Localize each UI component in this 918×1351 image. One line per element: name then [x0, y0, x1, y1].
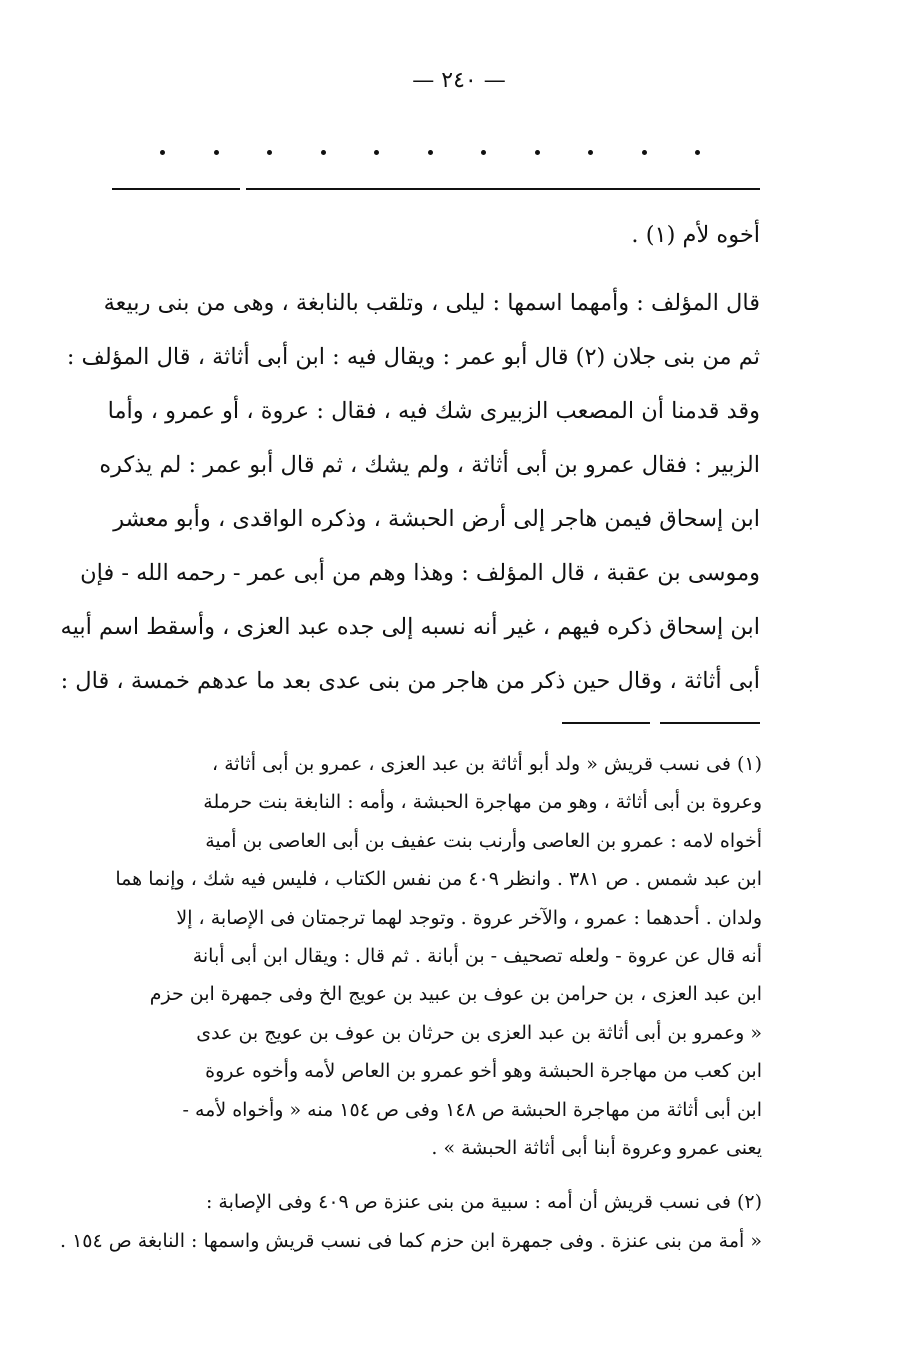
dot	[695, 150, 700, 155]
footnote-line: « أمة من بنى عنزة . وفى جمهرة ابن حزم كما فى نسب قريش واسمها : النابغة ص ١٥٤ .	[59, 1229, 762, 1252]
footnote-line: ابن عبد شمس . ص ٣٨١ . وانظر ٤٠٩ من نفس الكتاب ، فليس فيه شك ، وإنما هما	[115, 868, 762, 891]
dot	[160, 150, 165, 155]
body-line: قال المؤلف : وأمهما اسمها : ليلى ، وتلقب بالنابغة ، وهى من بنى ربيعة	[103, 290, 760, 316]
divider-rule	[246, 188, 760, 190]
footnote-line: ولدان . أحدهما : عمرو ، والآخر عروة . وتوجد لهما ترجمتان فى الإصابة ، إلا	[176, 906, 762, 929]
footnote-line: أنه قال عن عروة - ولعله تصحيف - بن أبانة . ثم قال : ويقال ابن أبى أبانة	[192, 944, 762, 967]
body-line: وموسى بن عقبة ، قال المؤلف : وهذا وهم من أبى عمر - رحمه الله - فإن	[80, 560, 760, 586]
footnote-line: ابن كعب من مهاجرة الحبشة وهو أخو عمرو بن العاص لأمه وأخوه عروة	[205, 1060, 762, 1083]
footnote-gap	[106, 1167, 762, 1183]
dot	[267, 150, 272, 155]
body-line: ثم من بنى جلان (٢) قال أبو عمر : ويقال فيه : ابن أبى أثاثة ، قال المؤلف :	[66, 344, 760, 370]
main-body-text	[60, 208, 760, 708]
footnote-line: (٢) فى نسب قريش أن أمه : سبية من بنى عنزة ص ٤٠٩ وفى الإصابة :	[205, 1191, 762, 1214]
dot	[481, 150, 486, 155]
footnote-line: ابن عبد العزى ، بن حرامن بن عوف بن عبيد بن عويج الخ وفى جمهرة ابن حزم	[149, 983, 762, 1006]
paragraph-gap	[108, 262, 760, 276]
body-line: ابن إسحاق فيمن هاجر إلى أرض الحبشة ، وذكره الواقدى ، وأبو معشر	[113, 506, 760, 532]
footnote-separator	[562, 722, 650, 724]
footnote-2	[59, 1183, 762, 1260]
dot	[374, 150, 379, 155]
dot	[321, 150, 326, 155]
body-line: أخوه لأم (١) .	[631, 222, 760, 248]
footnotes	[59, 745, 762, 1260]
ellipsis-dots	[160, 150, 700, 155]
page-number: — ٢٤٠ —	[412, 68, 506, 93]
footnote-line: وعروة بن أبى أثاثة ، وهو من مهاجرة الحبشة ، وأمه : النابغة بنت حرملة	[203, 791, 762, 814]
body-line: أبى أثاثة ، وقال حين ذكر من هاجر من بنى عدى بعد ما عدهم خمسة ، قال :	[60, 668, 760, 694]
dot	[535, 150, 540, 155]
divider-rule	[112, 188, 240, 190]
dot	[428, 150, 433, 155]
footnote-line: يعنى عمرو وعروة أبنا أبى أثاثة الحبشة » .	[431, 1136, 762, 1159]
footnote-line: ابن أبى أثاثة من مهاجرة الحبشة ص ١٤٨ وفى ص ١٥٤ منه « وأخواه لأمه -	[182, 1098, 762, 1121]
footnote-line: أخواه لامه : عمرو بن العاصى وأرنب بنت عفيف بن أبى العاصى بن أمية	[205, 829, 762, 852]
footnote-1	[106, 745, 762, 1167]
body-line: وقد قدمنا أن المصعب الزبيرى شك فيه ، فقال : عروة ، أو عمرو ، وأما	[107, 398, 760, 424]
dot	[214, 150, 219, 155]
dot	[642, 150, 647, 155]
footnote-separator	[660, 722, 760, 724]
footnote-line: « وعمرو بن أبى أثاثة بن عبد العزى بن حرثان بن عوف بن عويج بن عدى	[196, 1021, 762, 1044]
footnote-line: (١) فى نسب قريش « ولد أبو أثاثة بن عبد العزى ، عمرو بن أبى أثاثة ،	[212, 753, 762, 775]
body-line: ابن إسحاق ذكره فيهم ، غير أنه نسبه إلى جده عبد العزى ، وأسقط اسم أبيه	[60, 614, 760, 640]
dot	[588, 150, 593, 155]
body-line: الزبير : فقال عمرو بن أبى أثاثة ، ولم يشك ، ثم قال أبو عمر : لم يذكره	[99, 452, 760, 478]
